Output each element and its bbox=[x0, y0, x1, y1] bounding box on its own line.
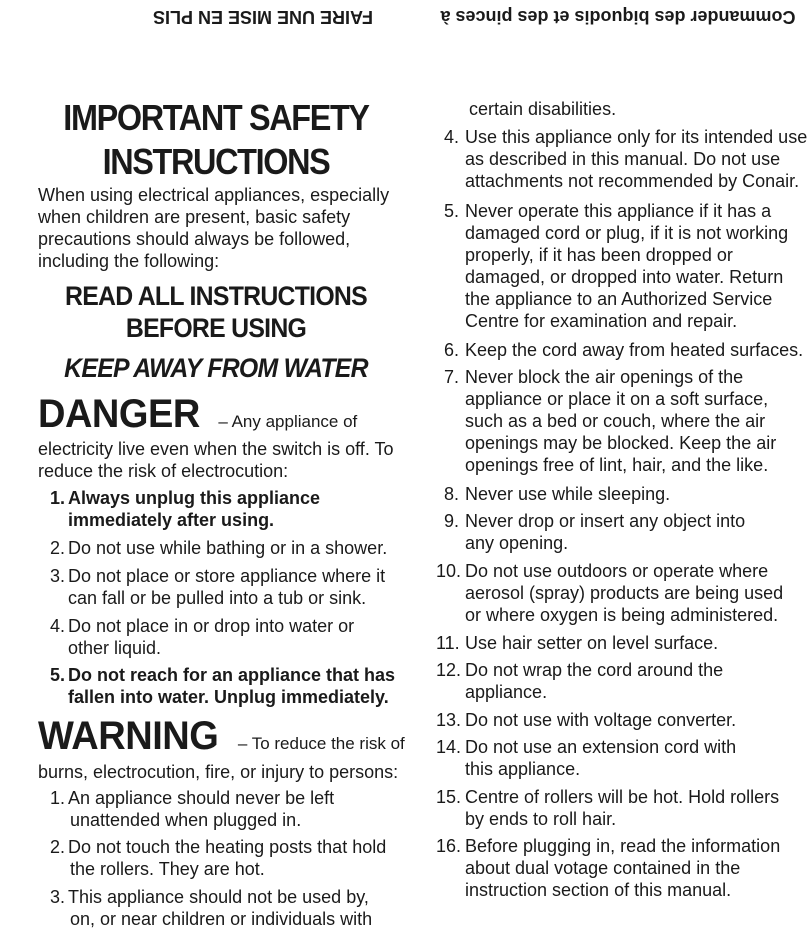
list-item-number: 9. bbox=[444, 511, 460, 531]
list-item-line: instruction section of this manual. bbox=[465, 880, 732, 900]
list-item-line: can fall or be pulled into a tub or sink. bbox=[68, 588, 367, 608]
list-item-number: 6. bbox=[444, 340, 460, 360]
page-title-line2: INSTRUCTIONS bbox=[102, 141, 330, 182]
upside-down-header-right: Commander des biquodis et des pinces à bbox=[440, 7, 796, 27]
list-item-number: 5. bbox=[50, 665, 66, 685]
list-item-line: openings free of lint, hair, and the like. bbox=[465, 455, 769, 475]
intro-line: when children are present, basic safety bbox=[38, 207, 351, 227]
list-item-line: Centre for examination and repair. bbox=[465, 311, 738, 331]
list-item-line: Do not reach for an appliance that has bbox=[68, 665, 396, 685]
list-item-line: Never drop or insert any object into bbox=[465, 511, 746, 531]
list-item-number: 5. bbox=[444, 201, 460, 221]
list-item-line: An appliance should never be left bbox=[68, 788, 335, 808]
danger-text-line: electricity live even when the switch is off. To bbox=[38, 439, 394, 459]
list-item-number: 3. bbox=[50, 566, 66, 586]
list-item-line: the appliance to an Authorized Service bbox=[465, 289, 773, 309]
list-item-line: properly, if it has been dropped or bbox=[465, 245, 733, 265]
page-title-line1: IMPORTANT SAFETY bbox=[63, 97, 369, 138]
list-item-line: about dual votage contained in the bbox=[465, 858, 741, 878]
list-item-line: Never block the air openings of the bbox=[465, 367, 744, 387]
list-item-line: as described in this manual. Do not use bbox=[465, 149, 781, 169]
list-item-line: damaged, or dropped into water. Return bbox=[465, 267, 784, 287]
list-item-line: openings may be blocked. Keep the air bbox=[465, 433, 777, 453]
list-item-number: 1. bbox=[50, 488, 66, 508]
list-item-number: 4. bbox=[444, 127, 460, 147]
keep-away-heading: KEEP AWAY FROM WATER bbox=[64, 353, 368, 383]
list-item-number: 1. bbox=[50, 788, 66, 808]
list-item-line: Do not use while bathing or in a shower. bbox=[68, 538, 388, 558]
continuation-line: certain disabilities. bbox=[469, 99, 617, 119]
list-item-number: 12. bbox=[436, 660, 462, 680]
list-item-line: such as a bed or couch, where the air bbox=[465, 411, 766, 431]
list-item-line: unattended when plugged in. bbox=[70, 810, 302, 830]
list-item-line: the rollers. They are hot. bbox=[70, 859, 265, 879]
list-item-line: Do not place or store appliance where it bbox=[68, 566, 386, 586]
list-item-number: 2. bbox=[50, 837, 66, 857]
list-item-line: by ends to roll hair. bbox=[465, 809, 617, 829]
list-item-line: Do not touch the heating posts that hold bbox=[68, 837, 387, 857]
list-item-line: Use hair setter on level surface. bbox=[465, 633, 719, 653]
intro-line: precautions should always be followed, bbox=[38, 229, 351, 249]
list-item-line: attachments not recommended by Conair. bbox=[465, 171, 800, 191]
danger-text-first: – Any appliance of bbox=[218, 412, 358, 431]
danger-heading-row bbox=[38, 392, 357, 436]
list-item-line: Always unplug this appliance bbox=[68, 488, 321, 508]
list-item-number: 16. bbox=[436, 836, 462, 856]
list-item-line: or where oxygen is being administered. bbox=[465, 605, 779, 625]
warning-heading: WARNING bbox=[38, 714, 219, 758]
list-item-line: appliance or place it on a soft surface, bbox=[465, 389, 769, 409]
warning-text-first: – To reduce the risk of bbox=[237, 734, 405, 753]
intro-line: including the following: bbox=[38, 251, 220, 271]
warning-heading-row bbox=[38, 714, 405, 758]
list-item-line: Do not use with voltage converter. bbox=[465, 710, 737, 730]
danger-heading: DANGER bbox=[38, 392, 200, 436]
read-instructions-line1: READ ALL INSTRUCTIONS bbox=[65, 281, 367, 311]
list-item-line: Do not use an extension cord with bbox=[465, 737, 737, 757]
list-item-line: Do not wrap the cord around the bbox=[465, 660, 724, 680]
list-item-line: damaged cord or plug, if it is not working bbox=[465, 223, 789, 243]
list-item-line: immediately after using. bbox=[68, 510, 275, 530]
list-item-line: on, or near children or individuals with bbox=[70, 909, 373, 929]
list-item-line: other liquid. bbox=[68, 638, 162, 658]
list-item-number: 14. bbox=[436, 737, 462, 757]
list-item-line: aerosol (spray) products are being used bbox=[465, 583, 784, 603]
danger-text-line: reduce the risk of electrocution: bbox=[38, 461, 289, 481]
list-item-line: Use this appliance only for its intended use bbox=[465, 127, 808, 147]
upside-down-header-left: FAIRE UNE MISE EN PLIS bbox=[152, 7, 374, 27]
list-item-line: Do not use outdoors or operate where bbox=[465, 561, 769, 581]
list-item-line: Do not place in or drop into water or bbox=[68, 616, 355, 636]
list-item-number: 3. bbox=[50, 887, 66, 907]
list-item-number: 11. bbox=[436, 633, 460, 653]
list-item-number: 8. bbox=[444, 484, 460, 504]
list-item-number: 7. bbox=[444, 367, 460, 387]
list-item-number: 13. bbox=[436, 710, 462, 730]
list-item-number: 4. bbox=[50, 616, 66, 636]
list-item-line: appliance. bbox=[465, 682, 548, 702]
list-item-line: Centre of rollers will be hot. Hold rollers bbox=[465, 787, 780, 807]
list-item-number: 15. bbox=[436, 787, 462, 807]
list-item-line: Before plugging in, read the information bbox=[465, 836, 781, 856]
list-item-line: This appliance should not be used by, bbox=[68, 887, 369, 907]
list-item-line: Never operate this appliance if it has a bbox=[465, 201, 772, 221]
read-instructions-line2: BEFORE USING bbox=[125, 313, 307, 343]
list-item-line: Keep the cord away from heated surfaces. bbox=[465, 340, 804, 360]
list-item-number: 2. bbox=[50, 538, 66, 558]
list-item-line: Never use while sleeping. bbox=[465, 484, 671, 504]
intro-line: When using electrical appliances, especially bbox=[38, 185, 390, 205]
list-item-line: fallen into water. Unplug immediately. bbox=[68, 687, 389, 707]
warning-text-line: burns, electrocution, fire, or injury to persons: bbox=[38, 762, 399, 782]
list-item-line: any opening. bbox=[465, 533, 569, 553]
list-item-number: 10. bbox=[436, 561, 462, 581]
list-item-line: this appliance. bbox=[465, 759, 581, 779]
